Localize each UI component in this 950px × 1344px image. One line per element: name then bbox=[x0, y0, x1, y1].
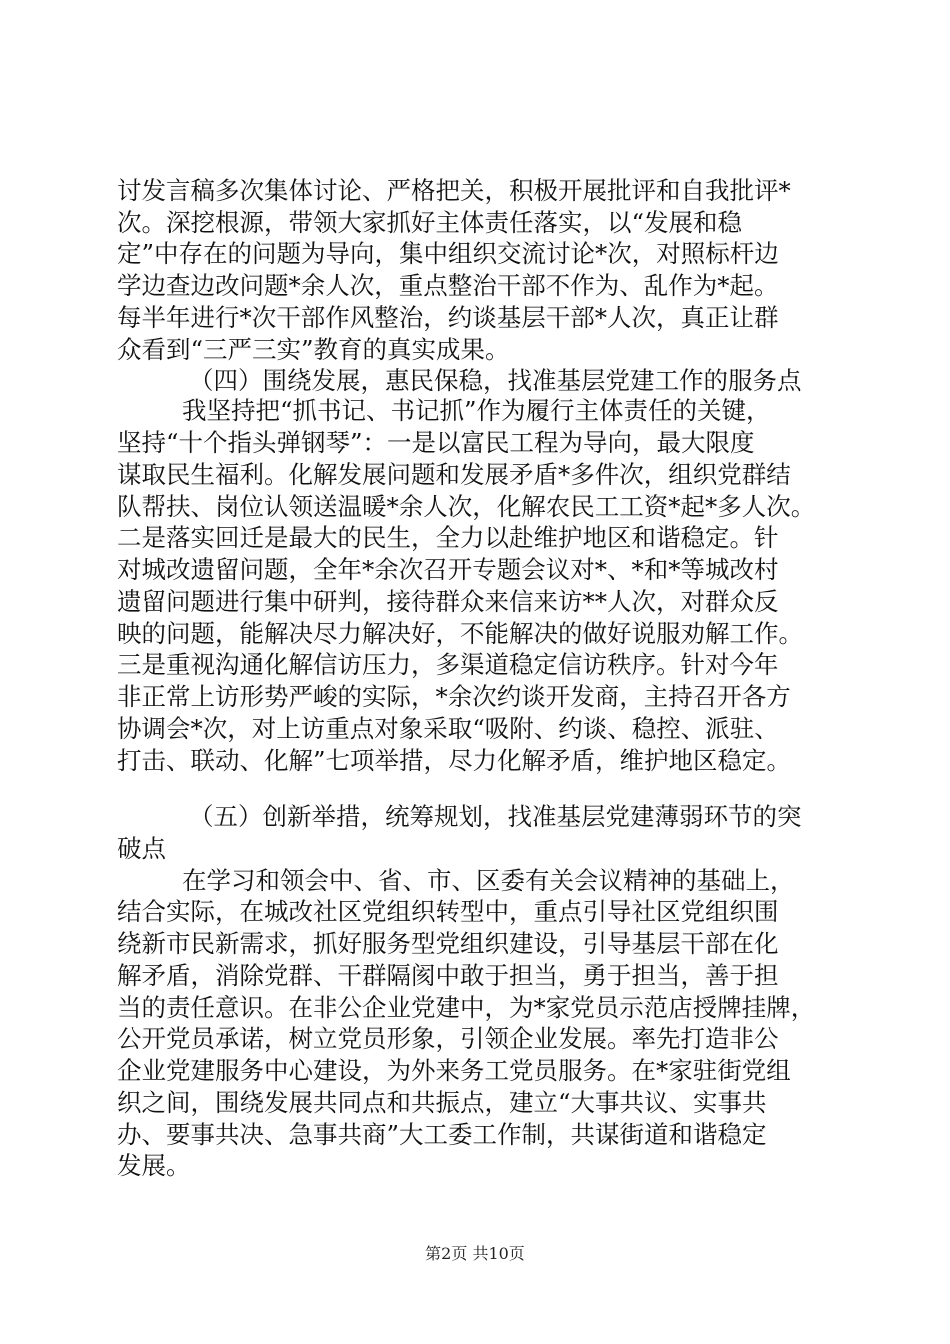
text-line: 众看到“三严三实”教育的真实成果。 bbox=[117, 335, 510, 364]
text-line: 在学习和领会中、省、市、区委有关会议精神的基础上， bbox=[182, 866, 795, 895]
text-line: 企业党建服务中心建设，为外来务工党员服务。在*家驻街党组 bbox=[117, 1056, 791, 1085]
text-line: 当的责任意识。在非公企业党建中，为*家党员示范店授牌挂牌， bbox=[117, 993, 816, 1022]
text-line: 队帮扶、岗位认领送温暖*余人次，化解农民工工资*起*多人次。 bbox=[117, 492, 816, 521]
text-line: 次。深挖根源，带领大家抓好主体责任落实，以“发展和稳 bbox=[117, 208, 743, 237]
text-line: 织之间，围绕发展共同点和共振点，建立“大事共议、实事共 bbox=[117, 1088, 767, 1117]
text-line: 谋取民生福利。化解发展问题和发展矛盾*多件次，组织党群结 bbox=[117, 460, 791, 489]
text-line: 讨发言稿多次集体讨论、严格把关，积极开展批评和自我批评* bbox=[117, 176, 791, 205]
text-line: 定”中存在的问题为导向，集中组织交流讨论*次，对照标杆边 bbox=[117, 239, 779, 268]
text-line: 非正常上访形势严峻的实际，*余次约谈开发商，主持召开各方 bbox=[117, 682, 791, 711]
text-line: 协调会*次，对上访重点对象采取“吸附、约谈、稳控、派驻、 bbox=[117, 714, 779, 743]
text-line: 结合实际，在城改社区党组织转型中，重点引导社区党组织围 bbox=[117, 897, 779, 926]
text-line: 解矛盾，消除党群、干群隔阂中敢于担当，勇于担当，善于担 bbox=[117, 961, 779, 990]
text-line: 学边查边改问题*余人次，重点整治干部不作为、乱作为*起。 bbox=[117, 271, 779, 300]
text-line: 发展。 bbox=[117, 1151, 191, 1180]
text-line: 对城改遗留问题，全年*余次召开专题会议对*、*和*等城改村 bbox=[117, 555, 779, 584]
text-line: 每半年进行*次干部作风整治，约谈基层干部*人次，真正让群 bbox=[117, 303, 779, 332]
section-heading: （五）创新举措，统筹规划，找准基层党建薄弱环节的突 bbox=[189, 802, 802, 831]
text-line: 二是落实回迁是最大的民生，全力以赴维护地区和谐稳定。针 bbox=[117, 523, 779, 552]
text-line: 我坚持把“抓书记、书记抓”作为履行主体责任的关键， bbox=[182, 396, 771, 425]
text-line: 打击、联动、化解”七项举措，尽力化解矛盾，维护地区稳定。 bbox=[117, 746, 792, 775]
page-footer bbox=[0, 1244, 950, 1264]
text-line: 公开党员承诺，树立党员形象，引领企业发展。率先打造非公 bbox=[117, 1024, 779, 1053]
text-line: 坚持“十个指头弹钢琴”：一是以富民工程为导向，最大限度 bbox=[117, 428, 755, 457]
text-line: 映的问题，能解决尽力解决好，不能解决的做好说服劝解工作。 bbox=[117, 619, 803, 648]
text-line: 三是重视沟通化解信访压力，多渠道稳定信访秩序。针对今年 bbox=[117, 650, 779, 679]
section-heading: （四）围绕发展，惠民保稳，找准基层党建工作的服务点 bbox=[189, 366, 802, 395]
text-line: 遗留问题进行集中研判，接待群众来信来访**人次，对群众反 bbox=[117, 587, 779, 616]
section-heading-continuation: 破点 bbox=[117, 834, 166, 863]
text-line: 绕新市民新需求，抓好服务型党组织建设，引导基层干部在化 bbox=[117, 929, 779, 958]
page-number-label: 第2页 共10页 bbox=[425, 1244, 525, 1263]
text-line: 办、要事共决、急事共商”大工委工作制，共谋街道和谐稳定 bbox=[117, 1120, 767, 1149]
